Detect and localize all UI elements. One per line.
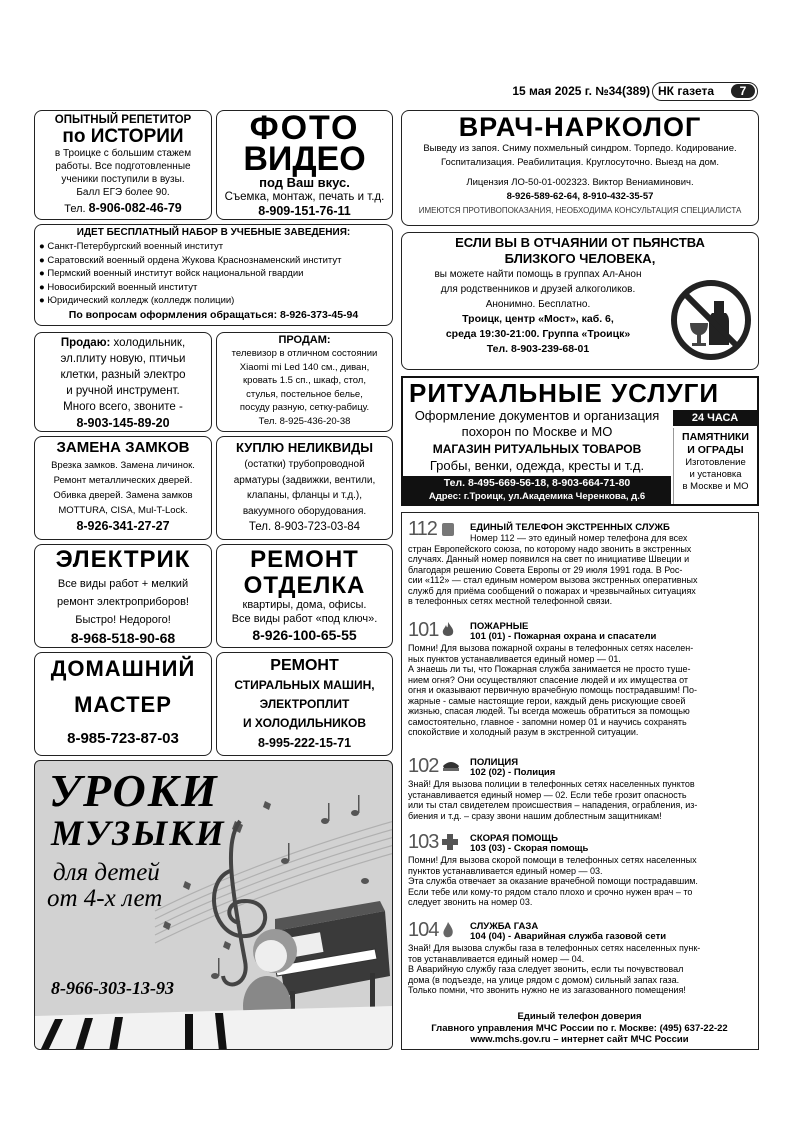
ad-appliance-repair	[216, 652, 393, 756]
emergency-subtitle: 103 (03) - Скорая помощь	[470, 843, 589, 854]
military-item: ● Санкт-Петербургский военный институт	[39, 241, 224, 252]
emergency-text: нием огня? Они осуществляют спасение людей и их имущества от	[408, 674, 689, 685]
ritual-side-text: в Москве и МО	[682, 481, 749, 492]
military-item: ● Пермский военный институт войск национальной гвардии	[39, 268, 304, 279]
emergency-text: тов устанавливается единый номер — 04.	[408, 953, 585, 964]
ritual-side-text: И ОГРАДЫ	[687, 444, 744, 456]
emergency-text: Помни! Для вызова скорой помощи в телефонных сетях населенных	[408, 855, 697, 865]
emergency-text: Номер 112 — это единый номер телефона для всех	[470, 533, 688, 543]
emergency-subtitle: 104 (04) - Аварийная служба газовой сети	[470, 931, 667, 942]
illiquid-phone: Тел. 8-903-723-03-84	[248, 521, 361, 533]
alanon-heading: БЛИЗКОГО ЧЕЛОВЕКА,	[504, 251, 656, 266]
emergency-title: СКОРАЯ ПОМОЩЬ	[470, 833, 558, 844]
alanon-schedule: среда 19:30-21:00. Группа «Троицк»	[445, 328, 631, 340]
ad-ritual-services	[401, 376, 759, 506]
ritual-title: РИТУАЛЬНЫЕ УСЛУГИ	[409, 378, 720, 408]
ad-sell-furniture	[216, 332, 393, 432]
electric-text: Быстро! Недорого!	[75, 614, 171, 626]
locks-text: Обивка дверей. Замена замков	[53, 490, 193, 501]
ritual-contact-bar	[403, 476, 671, 504]
emergency-text: Эта служба отвечает за оказание врачебной помощи пострадавшим.	[408, 876, 698, 886]
illiquid-text: (остатки) трубопроводной	[244, 459, 365, 470]
ad-lock-replacement	[34, 436, 212, 540]
ritual-hours-badge: 24 ЧАСА	[673, 410, 757, 426]
emergency-text: Если тебе или кому-то рядом стало плохо и срочно нужен врач – то	[408, 886, 693, 897]
emergency-text: или ты стал свидетелем происшествия – нападения, ограбления, из-	[408, 800, 698, 810]
emergency-text: биения и т.д. – сразу звони нашим доблестным защитникам!	[408, 810, 662, 821]
ad-buy-illiquid	[216, 436, 393, 540]
narco-license: Лицензия ЛО-50-01-002323. Виктор Вениаминович.	[466, 177, 694, 188]
tutor-heading: ОПЫТНЫЙ РЕПЕТИТОР	[54, 114, 192, 126]
emergency-number: 102	[408, 755, 439, 777]
ritual-goods: Гробы, венки, одежда, кресты и т.д.	[429, 458, 645, 473]
emergency-subtitle: 102 (02) - Полиция	[470, 767, 556, 778]
electric-text: ремонт электроприборов!	[57, 596, 189, 608]
illiquid-text: вакуумного оборудования.	[242, 505, 367, 517]
locks-phone: 8-926-341-27-27	[76, 519, 170, 533]
ad-electrician	[34, 544, 212, 648]
emergency-subtitle: 101 (01) - Пожарная охрана и спасатели	[470, 631, 657, 642]
emergency-services-panel	[401, 512, 759, 1050]
emergency-number: 101	[408, 619, 439, 641]
military-contact: По вопросам оформления обращаться: 8-926-373-45-94	[68, 308, 359, 321]
emergency-footer	[402, 1011, 757, 1046]
ritual-side-text: Изготовление	[685, 457, 746, 468]
emergency-title: ЕДИНЫЙ ТЕЛЕФОН ЭКСТРЕННЫХ СЛУЖБ	[470, 522, 670, 533]
sell2-text: стулья, постельное белье,	[246, 388, 363, 400]
tutor-text: работы. Все подготовленные	[55, 161, 191, 172]
sell2-text: посуду разную, сетку-рабицу.	[239, 402, 370, 413]
sell1-text: и ручной инструмент.	[66, 385, 180, 397]
ritual-shop: МАГАЗИН РИТУАЛЬНЫХ ТОВАРОВ	[432, 442, 642, 456]
ritual-side-text: и установка	[689, 469, 742, 480]
illiquid-title: КУПЛЮ НЕЛИКВИДЫ	[235, 440, 373, 455]
repair-text: квартиры, дома, офисы.	[242, 599, 367, 611]
music-phone: 8-966-303-13-93	[51, 978, 174, 998]
sell2-title: ПРОДАМ:	[278, 334, 331, 346]
electric-text: Все виды работ + мелкий	[57, 578, 189, 590]
emergency-text: Знай! Для вызова службы газа в телефонных сетях населенных пунк-	[408, 943, 701, 953]
narco-phones: 8-926-589-62-64, 8-910-432-35-57	[506, 191, 654, 202]
trust-line-title: Единый телефон доверия	[517, 1011, 642, 1022]
emergency-text: случаях. Данный номер появился на свет по инициативе Швеции и	[408, 554, 690, 564]
emergency-number: 103	[408, 831, 439, 853]
military-item: ● Саратовский военный ордена Жукова Краснознаменский институт	[39, 254, 342, 266]
narco-text: Выведу из запоя. Сниму похмельный синдром. Торпедо. Кодирование.	[423, 143, 737, 154]
sell1-text: Продаю: холодильник,	[60, 337, 186, 349]
page-number: 7	[731, 84, 755, 98]
ad-al-anon	[401, 232, 759, 370]
emergency-text: служб для приёма сообщений о пожарах и чрезвычайных ситуациях	[408, 585, 696, 596]
emergency-text: стран Европейского союза, по которому надо звонить в экстренных	[408, 543, 692, 554]
emergency-text: огня и оказывают первичную врачебную помощь пострадавшим! По-	[408, 685, 697, 695]
sell1-text: эл.плиту новую, птичьи	[60, 353, 186, 365]
ritual-text: похорон по Москве и МО	[461, 424, 613, 439]
ad-music-lessons	[34, 760, 393, 1050]
music-title: УРОКИ	[49, 765, 219, 816]
alanon-heading: ЕСЛИ ВЫ В ОТЧАЯНИИ ОТ ПЬЯНСТВА	[455, 235, 705, 250]
ritual-monuments-panel	[673, 428, 757, 504]
paper-badge	[652, 82, 758, 101]
emergency-number: 112	[408, 518, 437, 540]
photo-text: Съемка, монтаж, печать и т.д.	[224, 191, 385, 203]
locks-text: MOTTURA, CISA, Mul-T-Lock.	[58, 505, 188, 516]
ad-narcologist	[401, 110, 759, 226]
police-cap-icon	[442, 760, 460, 772]
ad-history-tutor	[34, 110, 212, 220]
emergency-text: следует звонить на номер 03.	[408, 897, 533, 907]
mchs-website: www.mchs.gov.ru – интернет сайт МЧС России	[470, 1034, 689, 1045]
military-title: ИДЕТ БЕСПЛАТНЫЙ НАБОР В УЧЕБНЫЕ ЗАВЕДЕНИЯ:	[76, 227, 351, 238]
emergency-text: благодаря решению Совета Европы от 29 июля 1991 года. В Рос-	[408, 564, 683, 575]
repair-title: РЕМОНТ	[250, 546, 359, 573]
alanon-text: для родственников и друзей алкоголиков.	[440, 284, 636, 295]
photo-phone: 8-909-151-76-11	[258, 204, 351, 218]
photo-title: ФОТО	[249, 110, 360, 147]
emergency-title: СЛУЖБА ГАЗА	[470, 921, 539, 932]
emergency-text: В Аварийную службу газа следует звонить, если ты почувствовал	[408, 964, 684, 974]
music-subtitle: МУЗЫКИ	[51, 813, 226, 853]
alanon-text: вы можете найти помощь в группах Ал-Анон	[434, 269, 642, 280]
sell2-text: телевизор в отличном состоянии	[231, 348, 378, 359]
no-alcohol-icon	[670, 279, 752, 361]
narco-title: ВРАЧ-НАРКОЛОГ	[458, 112, 702, 142]
emergency-text: Только помни, что звонить нужно не из загазованного помещения!	[408, 985, 686, 995]
emergency-text: устанавливается единый номер — 02. Если тебе грозит опасность	[408, 789, 687, 800]
washer-text: ЭЛЕКТРОПЛИТ	[259, 697, 350, 711]
sell2-text: кровать 1.5 сп., шкаф, стол,	[243, 375, 366, 386]
ritual-phones: Тел. 8-495-669-56-18, 8-903-664-71-80	[443, 477, 631, 489]
narco-text: Госпитализация. Реабилитация. Круглосуточно. Выезд на дом.	[441, 157, 719, 168]
washer-text: СТИРАЛЬНЫХ МАШИН,	[234, 678, 375, 692]
ritual-address: Адрес: г.Троицк, ул.Академика Черенкова, д.6	[428, 491, 646, 502]
music-audience: от 4-х лет	[47, 885, 163, 912]
tutor-subject: по ИСТОРИИ	[62, 126, 184, 147]
emergency-text: ных пунктов устанавливается единый номер — 01.	[408, 653, 621, 664]
tutor-phone: Тел. 8-906-082-46-79	[64, 201, 182, 215]
master-title: МАСТЕР	[74, 692, 172, 717]
paper-name: НК газета	[658, 84, 715, 98]
tutor-text: в Троицке с большим стажем	[54, 148, 192, 159]
narco-warning: ИМЕЮТСЯ ПРОТИВОПОКАЗАНИЯ, НЕОБХОДИМА КОНСУЛЬТАЦИЯ СПЕЦИАЛИСТА	[418, 206, 742, 215]
alanon-place: Троицк, центр «Мост», каб. 6,	[462, 313, 614, 325]
emergency-text: в телефонных сетях местной телефонной связи.	[408, 596, 613, 606]
alanon-phone: Тел. 8-903-239-68-01	[486, 343, 590, 355]
music-audience: для детей	[53, 859, 160, 886]
illiquid-text: арматуры (задвижки, вентили,	[233, 474, 376, 486]
illiquid-text: клапаны, фланцы и т.д.),	[246, 490, 363, 501]
emergency-text: жизнью, спасая людей. Ты всегда можешь обратиться за помощью	[408, 706, 690, 716]
issue-date: 15 мая 2025 г. №34(389)	[512, 84, 650, 98]
medical-cross-icon	[442, 834, 458, 850]
ad-repair-finishing	[216, 544, 393, 648]
sell1-text: Много всего, звоните -	[63, 401, 183, 413]
repair-phone: 8-926-100-65-55	[252, 627, 357, 643]
emergency-text: пунктов устанавливается единый номер — 03.	[408, 865, 603, 876]
ritual-text: Оформление документов и организация	[414, 408, 660, 423]
ad-home-master	[34, 652, 212, 756]
sell1-phone: 8-903-145-89-20	[76, 416, 170, 430]
master-title: ДОМАШНИЙ	[50, 656, 196, 681]
emergency-text: сии «112» — стал единым номером вызова экстренных оперативных	[408, 575, 698, 585]
emergency-number: 104	[408, 919, 439, 941]
emergency-text: дома (в подъезде, на улице рядом с домом) сильный запах газа.	[408, 974, 680, 985]
military-item: ● Юридический колледж (колледж полиции)	[39, 295, 235, 306]
washer-title: РЕМОНТ	[270, 657, 339, 674]
master-phone: 8-985-723-87-03	[67, 730, 179, 747]
locks-title: ЗАМЕНА ЗАМКОВ	[56, 439, 190, 456]
tutor-text: ученики поступили в вузы.	[61, 174, 185, 185]
washer-text: И ХОЛОДИЛЬНИКОВ	[242, 716, 367, 730]
trust-line-phone: Главного управления МЧС России по г. Москве: (495) 637-22-22	[431, 1022, 728, 1034]
video-title: ВИДЕО	[243, 140, 366, 178]
locks-text: Врезка замков. Замена личинок.	[51, 460, 195, 471]
fire-icon	[442, 622, 454, 638]
gas-flame-icon	[442, 922, 454, 938]
photo-text: под Ваш вкус.	[259, 175, 350, 190]
emergency-text: жарные - самые настоящие герои, каждый день рискующие своей	[408, 695, 686, 706]
locks-text: Ремонт металлических дверей.	[53, 475, 193, 486]
ritual-side-text: ПАМЯТНИКИ	[682, 431, 749, 443]
emergency-text: самостоятельно, главное - запомни номер 01 и научись сохранять	[408, 716, 687, 727]
electric-phone: 8-968-518-90-68	[70, 630, 176, 646]
sell2-phone: Тел. 8-925-436-20-38	[258, 415, 351, 427]
washer-phone: 8-995-222-15-71	[257, 736, 352, 750]
finishing-title: ОТДЕЛКА	[243, 572, 366, 599]
ad-sell-household	[34, 332, 212, 432]
emergency-text: Знай! Для вызова полиции в телефонных сетях населенных пунктов	[408, 779, 695, 789]
tutor-text: Балл ЕГЭ более 90.	[76, 187, 170, 198]
sell1-text: клетки, разный электро	[60, 369, 186, 381]
ad-military-recruitment	[34, 224, 393, 326]
electric-title: ЭЛЕКТРИК	[55, 546, 191, 573]
emergency-text: Помни! Для вызова пожарной охраны в телефонных сетях населен-	[408, 643, 694, 653]
emergency-title: ПОЖАРНЫЕ	[470, 621, 529, 632]
emergency-text: А знаешь ли ты, что Пожарная служба занимается не просто туше-	[408, 664, 691, 674]
repair-text: Все виды работ «под ключ».	[231, 613, 378, 625]
military-item: ● Новосибирский военный институт	[39, 281, 198, 293]
emergency-title: ПОЛИЦИЯ	[470, 757, 519, 768]
sell2-text: Xiaomi mi Led 140 см., диван,	[239, 361, 370, 373]
ad-photo-video	[216, 110, 393, 220]
alanon-text: Анонимно. Бесплатно.	[485, 299, 591, 310]
emergency-text: спокойствие и холодный разум в экстренной ситуации.	[408, 727, 639, 737]
